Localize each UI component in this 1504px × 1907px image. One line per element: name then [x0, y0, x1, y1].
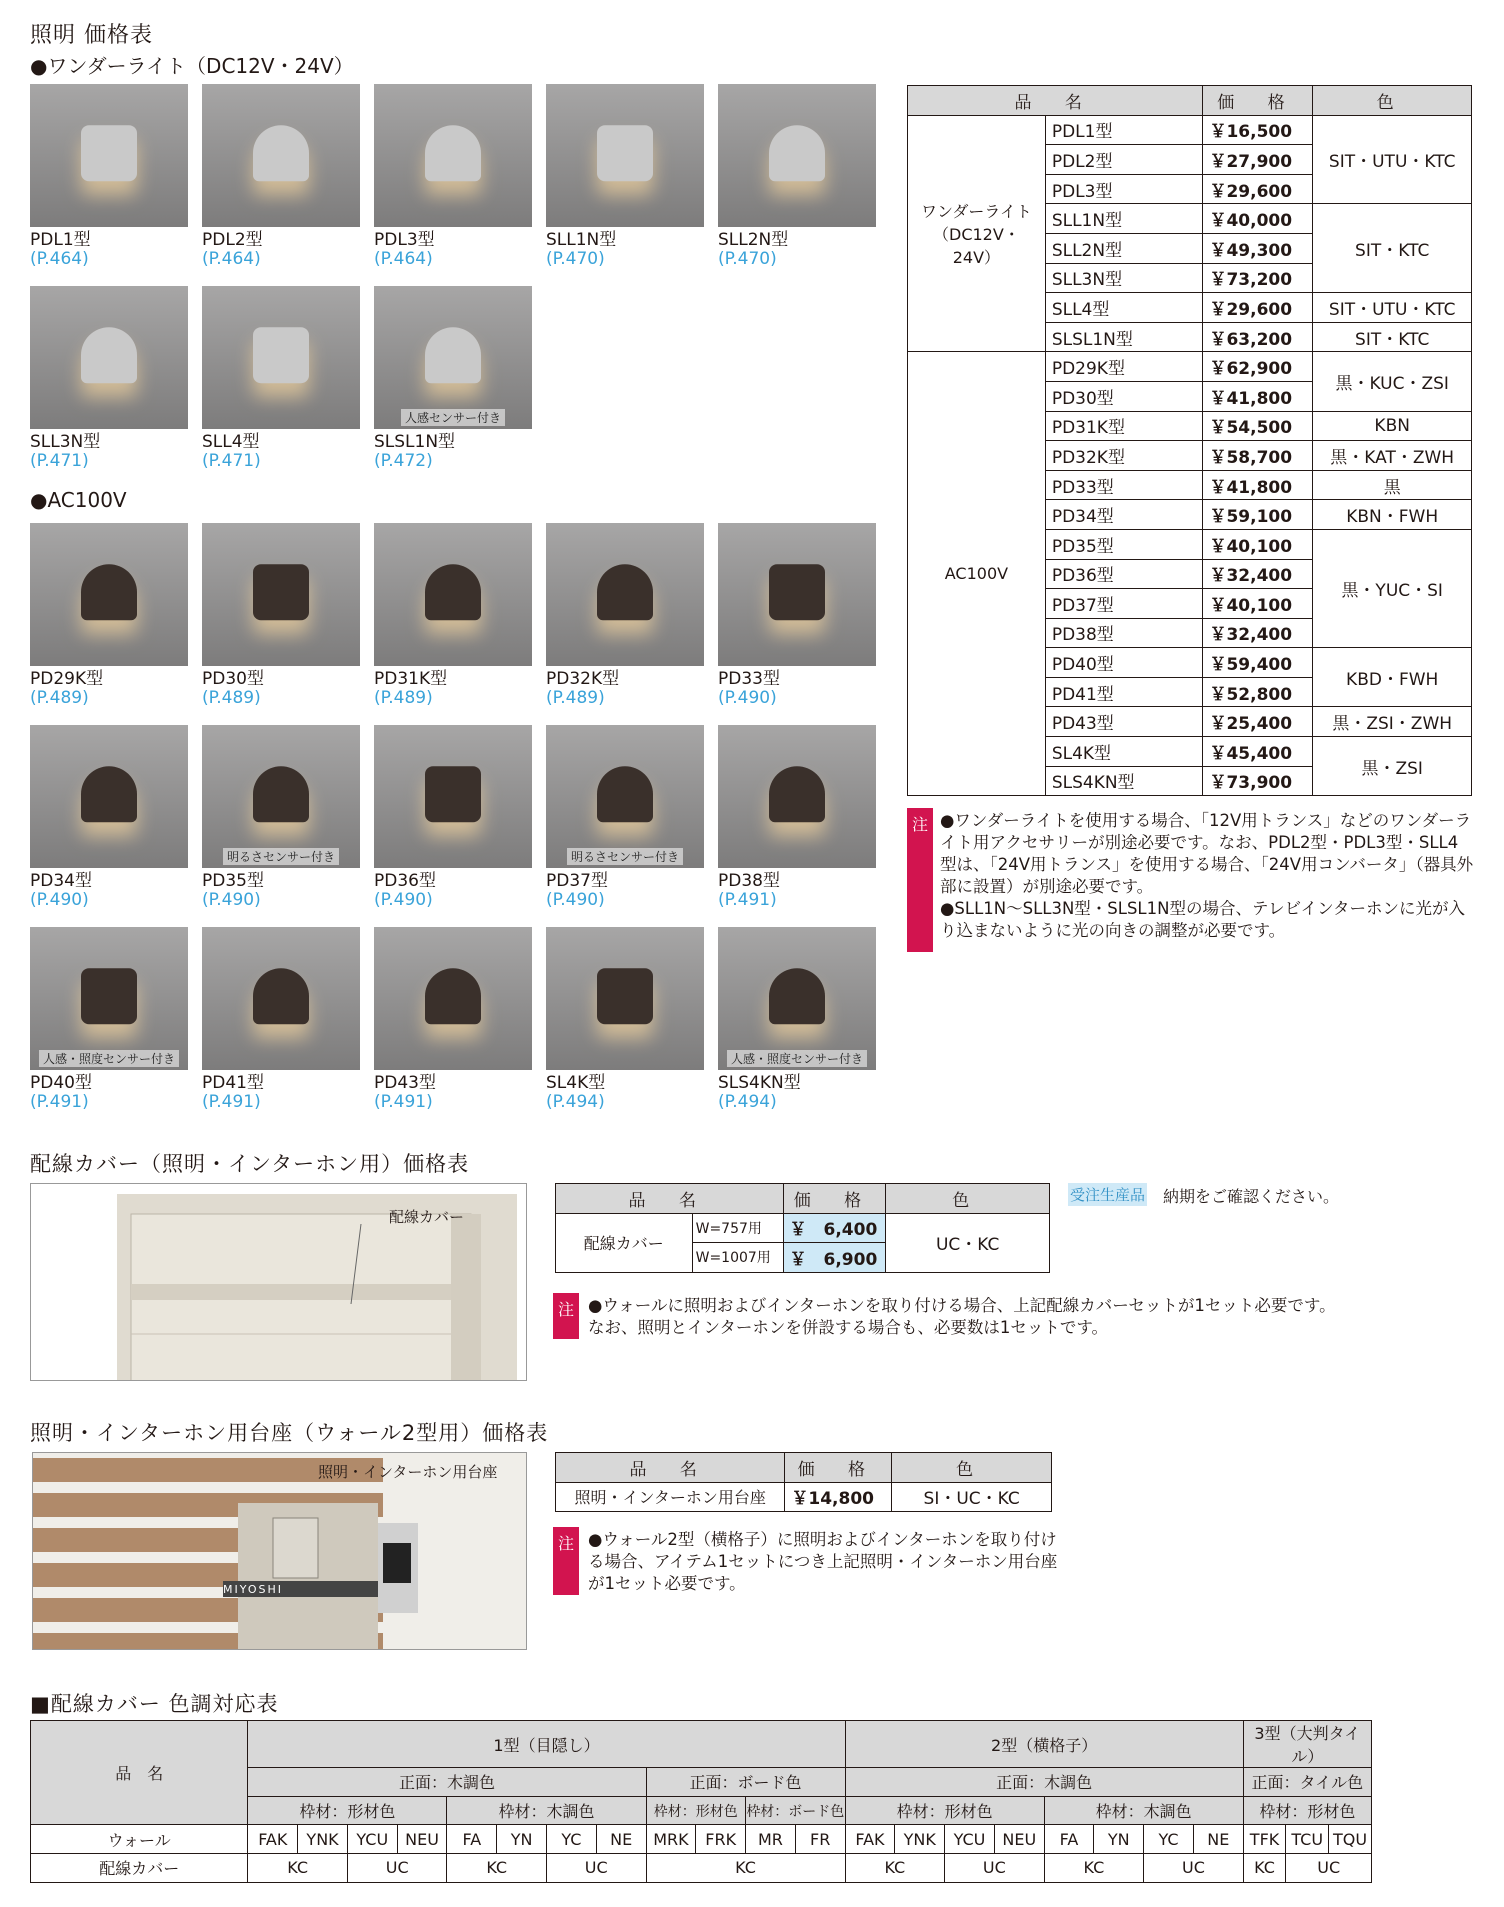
cover-color: UC・KC: [886, 1213, 1050, 1272]
row-price: ￥29,600: [1203, 293, 1313, 323]
cover-col-name: 品 名: [556, 1184, 784, 1214]
note-line: ●ワンダーライトを使用する場合、「12V用トランス」などのワンダーライト用アクセサリーが別途必要です。なお、PDL2型・PDL3型・SLL4型は、「24V用トランス」を使用する場合、「24V用コンバータ」（器具外部に設置）が別途必要です。: [940, 811, 1474, 896]
row-color: SIT・KTC: [1313, 322, 1472, 352]
cover-note-label: 注: [553, 1293, 579, 1339]
base-table: [555, 1452, 1052, 1512]
ct-cover: KC: [248, 1854, 348, 1883]
row-name: SLL2N型: [1045, 233, 1203, 263]
ct-wall: NE: [596, 1825, 646, 1854]
row-color: SIT・UTU・KTC: [1313, 293, 1472, 323]
ac-heading: ●AC100V: [30, 488, 127, 512]
ct-type1: 1型（目隠し）: [248, 1721, 845, 1768]
main-notes: [940, 810, 1474, 942]
row-price: ￥41,800: [1203, 381, 1313, 411]
row-name: PDL2型: [1045, 145, 1203, 175]
row-price: ￥40,000: [1203, 204, 1313, 234]
ct-type2: 2型（横格子）: [845, 1721, 1243, 1768]
lamp-icon: [253, 766, 309, 822]
lamp-icon: [769, 766, 825, 822]
product-page-link[interactable]: (P.491): [718, 890, 777, 910]
row-price: ￥25,400: [1203, 707, 1313, 737]
product-photo: [30, 725, 188, 868]
ct-wall: YN: [1094, 1825, 1144, 1854]
product-name: PDL3型: [374, 230, 435, 250]
note-label: 注: [907, 808, 933, 952]
group-ac: AC100V: [908, 352, 1046, 796]
ct-wall: NEU: [994, 1825, 1044, 1854]
sensor-badge: 人感・照度センサー付き: [39, 1050, 179, 1067]
row-name: SL4K型: [1045, 737, 1203, 767]
product-page-link[interactable]: (P.490): [546, 890, 605, 910]
product-card: [374, 286, 532, 470]
row-price: ￥40,100: [1203, 529, 1313, 559]
base-note: ●ウォール2型（横格子）に照明およびインターホンを取り付ける場合、アイテム1セットにつき上記照明・インターホン用台座が1セット必要です。: [588, 1530, 1058, 1593]
product-card: [202, 286, 360, 470]
ct-wall: NEU: [397, 1825, 447, 1854]
product-photo: [546, 84, 704, 227]
product-name: PDL1型: [30, 230, 91, 250]
product-name: PD43型: [374, 1073, 436, 1093]
color-table-title: ■配線カバー 色調対応表: [30, 1692, 279, 1716]
product-page-link[interactable]: (P.471): [30, 451, 89, 471]
product-page-link[interactable]: (P.464): [30, 249, 89, 269]
cover-image: [30, 1183, 527, 1381]
row-price: ￥73,200: [1203, 263, 1313, 293]
ct-wall: FRK: [696, 1825, 746, 1854]
ct-frame: 枠材：木調色: [447, 1796, 646, 1825]
product-page-link[interactable]: (P.490): [30, 890, 89, 910]
product-photo: [374, 286, 532, 429]
lamp-icon: [425, 327, 481, 383]
ct-face-wood: 正面：木調色: [248, 1768, 646, 1797]
ct-wall: MR: [746, 1825, 796, 1854]
row-price: ￥32,400: [1203, 618, 1313, 648]
product-photo: [30, 523, 188, 666]
base-col-color: 色: [892, 1453, 1052, 1483]
product-page-link[interactable]: (P.494): [718, 1092, 777, 1112]
row-price: ￥32,400: [1203, 559, 1313, 589]
ct-wall: TFK: [1243, 1825, 1286, 1854]
wonder-heading: ●ワンダーライト（DC12V・24V）: [30, 54, 354, 78]
product-card: [202, 725, 360, 909]
product-page-link[interactable]: (P.489): [374, 688, 433, 708]
product-card: [202, 523, 360, 707]
cover-image-label: 配線カバー: [389, 1208, 465, 1226]
ct-name-header: 品 名: [31, 1721, 248, 1825]
ct-face-board: 正面：ボード色: [646, 1768, 845, 1797]
product-page-link[interactable]: (P.491): [374, 1092, 433, 1112]
lamp-icon: [81, 766, 137, 822]
product-name: SL4K型: [546, 1073, 606, 1093]
ct-face-wood-2: 正面：木調色: [845, 1768, 1243, 1797]
product-card: [202, 927, 360, 1111]
lamp-icon: [597, 564, 653, 620]
ct-wall: YCU: [945, 1825, 995, 1854]
product-name: PD40型: [30, 1073, 92, 1093]
row-price: ￥62,900: [1203, 352, 1313, 382]
ct-wall: FA: [447, 1825, 497, 1854]
ct-cover: UC: [945, 1854, 1045, 1883]
row-price: ￥49,300: [1203, 233, 1313, 263]
base-note-label: 注: [553, 1527, 579, 1595]
ct-wall: YC: [546, 1825, 596, 1854]
cover-table: [555, 1183, 1050, 1273]
order-badge: 受注生産品: [1068, 1183, 1147, 1206]
product-name: SLL3N型: [30, 432, 101, 452]
row-price: ￥16,500: [1203, 115, 1313, 145]
product-photo: [718, 725, 876, 868]
color-table: [30, 1720, 1372, 1883]
ct-frame: 枠材：形材色: [646, 1796, 746, 1825]
base-col-name: 品 名: [556, 1453, 785, 1483]
product-card: [546, 927, 704, 1111]
ct-cover: UC: [1286, 1854, 1372, 1883]
product-photo: [718, 523, 876, 666]
lamp-icon: [253, 968, 309, 1024]
row-name: PD33型: [1045, 470, 1203, 500]
row-name: PD34型: [1045, 500, 1203, 530]
ct-cover: KC: [646, 1854, 845, 1883]
row-color: 黒: [1313, 470, 1472, 500]
product-photo: [374, 927, 532, 1070]
ct-row-wall: ウォール: [31, 1825, 248, 1854]
row-color: KBN: [1313, 411, 1472, 441]
product-page-link[interactable]: (P.491): [30, 1092, 89, 1112]
row-name: PD38型: [1045, 618, 1203, 648]
row-color: SIT・KTC: [1313, 204, 1472, 293]
row-color: 黒・KAT・ZWH: [1313, 441, 1472, 471]
product-name: PD29K型: [30, 669, 104, 689]
col-name: 品 名: [908, 86, 1203, 116]
product-card: [202, 84, 360, 268]
lamp-icon: [597, 968, 653, 1024]
base-price: ￥14,800: [785, 1482, 892, 1512]
row-name: PD40型: [1045, 648, 1203, 678]
lamp-icon: [597, 125, 653, 181]
ct-frame: 枠材：木調色: [1044, 1796, 1243, 1825]
ct-frame: 枠材：形材色: [845, 1796, 1044, 1825]
row-price: ￥27,900: [1203, 145, 1313, 175]
row-price: ￥58,700: [1203, 441, 1313, 471]
product-card: [30, 523, 188, 707]
lamp-icon: [425, 125, 481, 181]
product-photo: [546, 725, 704, 868]
sensor-badge: 明るさセンサー付き: [567, 848, 683, 865]
product-card: [374, 523, 532, 707]
row-name: SLL3N型: [1045, 263, 1203, 293]
row-color: KBD・FWH: [1313, 648, 1472, 707]
product-photo: [202, 725, 360, 868]
row-price: ￥63,200: [1203, 322, 1313, 352]
product-page-link[interactable]: (P.494): [546, 1092, 605, 1112]
product-photo: [718, 927, 876, 1070]
product-card: [546, 84, 704, 268]
lamp-icon: [425, 564, 481, 620]
cover-note: ●ウォールに照明およびインターホンを取り付ける場合、上記配線カバーセットが1セット必要です。なお、照明とインターホンを併設する場合も、必要数は1セットです。: [588, 1296, 1336, 1337]
product-photo: [30, 84, 188, 227]
product-photo: [202, 523, 360, 666]
row-color: KBN・FWH: [1313, 500, 1472, 530]
row-name: PD36型: [1045, 559, 1203, 589]
col-color: 色: [1313, 86, 1472, 116]
ct-frame: 枠材：形材色: [1243, 1796, 1371, 1825]
cover-title: 配線カバー（照明・インターホン用）価格表: [30, 1152, 470, 1176]
ct-wall: YNK: [895, 1825, 945, 1854]
product-page-link[interactable]: (P.471): [202, 451, 261, 471]
product-photo: [374, 84, 532, 227]
product-name: SLSL1N型: [374, 432, 456, 452]
lamp-icon: [425, 968, 481, 1024]
lamp-icon: [81, 968, 137, 1024]
row-name: PD32K型: [1045, 441, 1203, 471]
ct-wall: YNK: [298, 1825, 348, 1854]
product-card: [718, 725, 876, 909]
product-card: [30, 725, 188, 909]
product-page-link[interactable]: (P.489): [30, 688, 89, 708]
ct-wall: YC: [1144, 1825, 1194, 1854]
product-photo: [546, 523, 704, 666]
product-name: PD30型: [202, 669, 264, 689]
sensor-badge: 人感センサー付き: [401, 409, 505, 426]
order-text: 納期をご確認ください。: [1163, 1187, 1340, 1206]
row-name: PDL1型: [1045, 115, 1203, 145]
product-page-link[interactable]: (P.490): [718, 688, 777, 708]
product-page-link[interactable]: (P.490): [374, 890, 433, 910]
product-name: SLL4型: [202, 432, 260, 452]
product-name: SLL2N型: [718, 230, 789, 250]
row-name: PDL3型: [1045, 174, 1203, 204]
product-name: PD34型: [30, 871, 92, 891]
row-price: ￥73,900: [1203, 766, 1313, 796]
product-photo: [202, 927, 360, 1070]
page-title: 照明 価格表: [30, 23, 153, 48]
product-name: PD32K型: [546, 669, 620, 689]
row-name: SLL1N型: [1045, 204, 1203, 234]
cover-col-price: 価 格: [783, 1184, 886, 1214]
product-page-link[interactable]: (P.470): [718, 249, 777, 269]
product-photo: [30, 286, 188, 429]
lamp-icon: [253, 125, 309, 181]
product-card: [546, 523, 704, 707]
row-name: PD31K型: [1045, 411, 1203, 441]
product-name: SLL1N型: [546, 230, 617, 250]
cover-w2: W=1007用: [692, 1243, 783, 1273]
product-name: PD33型: [718, 669, 780, 689]
row-color: 黒・ZSI: [1313, 737, 1472, 796]
ct-wall: TCU: [1286, 1825, 1329, 1854]
ct-wall: MRK: [646, 1825, 696, 1854]
base-image: [32, 1452, 527, 1650]
product-name: PD38型: [718, 871, 780, 891]
row-color: 黒・ZSI・ZWH: [1313, 707, 1472, 737]
row-price: ￥59,100: [1203, 500, 1313, 530]
row-price: ￥52,800: [1203, 677, 1313, 707]
ct-wall: NE: [1193, 1825, 1243, 1854]
sensor-badge: 明るさセンサー付き: [223, 848, 339, 865]
row-price: ￥40,100: [1203, 589, 1313, 619]
product-page-link[interactable]: (P.490): [202, 890, 261, 910]
row-name: PD30型: [1045, 381, 1203, 411]
ct-wall: FAK: [845, 1825, 895, 1854]
product-card: [30, 286, 188, 470]
product-name: PD41型: [202, 1073, 264, 1093]
product-card: [30, 84, 188, 268]
ct-wall: YN: [497, 1825, 547, 1854]
lamp-icon: [81, 125, 137, 181]
product-page-link[interactable]: (P.470): [546, 249, 605, 269]
lamp-icon: [597, 766, 653, 822]
price-table: [907, 85, 1472, 796]
ct-wall: TQU: [1329, 1825, 1372, 1854]
ct-cover: KC: [845, 1854, 945, 1883]
lamp-icon: [769, 968, 825, 1024]
product-name: PD31K型: [374, 669, 448, 689]
product-photo: [374, 725, 532, 868]
product-name: PD35型: [202, 871, 264, 891]
ct-cover: KC: [447, 1854, 547, 1883]
ct-cover: UC: [347, 1854, 447, 1883]
product-page-link[interactable]: (P.464): [202, 249, 261, 269]
base-color: SI・UC・KC: [892, 1482, 1052, 1512]
cover-w1: W=757用: [692, 1213, 783, 1243]
note-line: ●SLL1N～SLL3N型・SLSL1N型の場合、テレビインターホンに光が入り込まないように光の向きの調整が必要です。: [940, 899, 1465, 940]
base-name: 照明・インターホン用台座: [556, 1482, 785, 1512]
row-name: SLSL1N型: [1045, 322, 1203, 352]
group-wonder: ワンダーライト（DC12V・24V）: [908, 115, 1046, 352]
cover-p2: ￥ 6,900: [783, 1243, 886, 1273]
product-photo: [202, 84, 360, 227]
row-color: SIT・UTU・KTC: [1313, 115, 1472, 204]
row-name: PD35型: [1045, 529, 1203, 559]
product-name: SLS4KN型: [718, 1073, 801, 1093]
lamp-icon: [425, 766, 481, 822]
ct-type3: 3型（大判タイル）: [1243, 1721, 1371, 1768]
cover-col-color: 色: [886, 1184, 1050, 1214]
ct-face-tile: 正面：タイル色: [1243, 1768, 1371, 1797]
product-photo: [374, 523, 532, 666]
product-card: [374, 725, 532, 909]
product-card: [546, 725, 704, 909]
product-name: PD37型: [546, 871, 608, 891]
product-photo: [546, 927, 704, 1070]
row-color: 黒・KUC・ZSI: [1313, 352, 1472, 411]
product-page-link[interactable]: (P.491): [202, 1092, 261, 1112]
base-image-label: 照明・インターホン用台座: [318, 1463, 498, 1481]
lamp-icon: [253, 564, 309, 620]
product-photo: [202, 286, 360, 429]
row-price: ￥54,500: [1203, 411, 1313, 441]
product-card: [374, 927, 532, 1111]
ct-wall: FR: [795, 1825, 845, 1854]
ct-wall: FA: [1044, 1825, 1094, 1854]
row-price: ￥59,400: [1203, 648, 1313, 678]
lamp-icon: [81, 564, 137, 620]
lamp-icon: [769, 125, 825, 181]
product-card: [30, 927, 188, 1111]
sensor-badge: 人感・照度センサー付き: [727, 1050, 867, 1067]
base-col-price: 価 格: [785, 1453, 892, 1483]
row-name: SLS4KN型: [1045, 766, 1203, 796]
row-color: 黒・YUC・SI: [1313, 529, 1472, 647]
product-card: [718, 927, 876, 1111]
product-name: PD36型: [374, 871, 436, 891]
row-name: PD29K型: [1045, 352, 1203, 382]
cover-name: 配線カバー: [556, 1213, 693, 1272]
ct-row-cover: 配線カバー: [31, 1854, 248, 1883]
lamp-icon: [81, 327, 137, 383]
row-name: PD37型: [1045, 589, 1203, 619]
product-card: [718, 523, 876, 707]
nameplate: MIYOSHI: [223, 1583, 284, 1596]
ct-cover: KC: [1044, 1854, 1144, 1883]
ct-frame: 枠材：形材色: [248, 1796, 447, 1825]
lamp-icon: [253, 327, 309, 383]
row-name: PD43型: [1045, 707, 1203, 737]
row-price: ￥41,800: [1203, 470, 1313, 500]
lamp-icon: [769, 564, 825, 620]
row-price: ￥45,400: [1203, 737, 1313, 767]
product-photo: [30, 927, 188, 1070]
product-card: [374, 84, 532, 268]
col-price: 価 格: [1203, 86, 1313, 116]
product-page-link[interactable]: (P.472): [374, 451, 433, 471]
row-name: SLL4型: [1045, 293, 1203, 323]
product-page-link[interactable]: (P.464): [374, 249, 433, 269]
product-photo: [718, 84, 876, 227]
product-card: [718, 84, 876, 268]
ct-frame: 枠材：ボード色: [746, 1796, 846, 1825]
ct-wall: FAK: [248, 1825, 298, 1854]
ct-cover: UC: [1144, 1854, 1244, 1883]
row-name: PD41型: [1045, 677, 1203, 707]
product-name: PDL2型: [202, 230, 263, 250]
product-page-link[interactable]: (P.489): [546, 688, 605, 708]
ct-cover: KC: [1243, 1854, 1286, 1883]
base-title: 照明・インターホン用台座（ウォール2型用）価格表: [30, 1421, 549, 1445]
cover-p1: ￥ 6,400: [783, 1213, 886, 1243]
product-page-link[interactable]: (P.489): [202, 688, 261, 708]
ct-wall: YCU: [347, 1825, 397, 1854]
ct-cover: UC: [546, 1854, 646, 1883]
row-price: ￥29,600: [1203, 174, 1313, 204]
